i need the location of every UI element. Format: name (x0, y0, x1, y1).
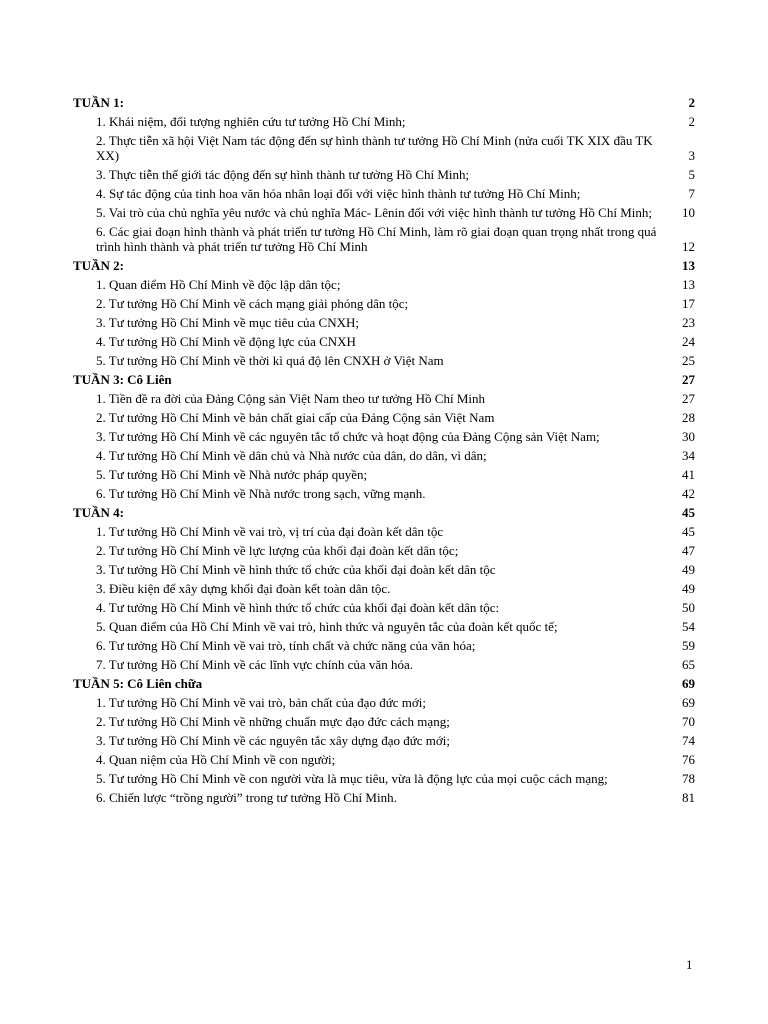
toc-entry[interactable] (73, 543, 695, 558)
toc-entry[interactable] (73, 714, 695, 729)
toc-entry[interactable] (73, 771, 695, 786)
toc-page-number: 70 (682, 714, 695, 729)
toc-entry[interactable] (73, 114, 695, 129)
toc-entry[interactable] (73, 167, 695, 182)
toc-page-number: 69 (682, 676, 695, 691)
toc-entry[interactable] (73, 486, 695, 501)
toc-page-number: 76 (682, 752, 695, 767)
toc-entry-text: 5. Tư tưởng Hồ Chí Minh về con người vừa là mục tiêu, vừa là động lực của mọi cuộc cách mạng; (96, 771, 608, 786)
toc-page-number: 17 (682, 296, 695, 311)
toc-page-number: 7 (688, 186, 695, 201)
toc-entry[interactable] (73, 186, 695, 201)
toc-heading[interactable] (73, 676, 695, 691)
toc-heading-text: TUẦN 4: (73, 505, 124, 520)
table-of-contents (73, 95, 695, 809)
toc-entry[interactable] (73, 695, 695, 710)
toc-entry[interactable] (73, 334, 695, 349)
toc-entry[interactable] (73, 410, 695, 425)
toc-page-number: 24 (682, 334, 695, 349)
toc-entry-text: 1. Tiền đề ra đời của Đảng Cộng sản Việt Nam theo tư tưởng Hồ Chí Minh (96, 391, 485, 406)
toc-entry[interactable] (73, 467, 695, 482)
toc-entry-text: 2. Thực tiễn xã hội Việt Nam tác động đến sự hình thành tư tưởng Hồ Chí Minh (nửa cuối TK XIX đầu TK XX) (96, 133, 653, 163)
toc-entry-text: 4. Tư tưởng Hồ Chí Minh về dân chủ và Nhà nước của dân, do dân, vì dân; (96, 448, 487, 463)
toc-entry-text: 5. Tư tưởng Hồ Chí Minh về thời kì quá độ lên CNXH ở Việt Nam (96, 353, 444, 368)
toc-page-number: 50 (682, 600, 695, 615)
toc-entry-text: 2. Tư tưởng Hồ Chí Minh về cách mạng giải phóng dân tộc; (96, 296, 409, 311)
toc-entry-text: 1. Tư tưởng Hồ Chí Minh về vai trò, vị trí của đại đoàn kết dân tộc (96, 524, 444, 539)
toc-page-number: 27 (682, 372, 695, 387)
toc-page-number: 34 (682, 448, 695, 463)
toc-page-number: 28 (682, 410, 695, 425)
toc-page-number: 30 (682, 429, 695, 444)
toc-entry-text: 3. Tư tưởng Hồ Chí Minh về các nguyên tắc xây dựng đạo đức mới; (96, 733, 450, 748)
toc-entry-text: 3. Điều kiện để xây dựng khối đại đoàn kết toàn dân tộc. (96, 581, 391, 596)
toc-entry-text: 5. Tư tưởng Hồ Chí Minh về Nhà nước pháp quyền; (96, 467, 368, 482)
toc-page-number: 81 (682, 790, 695, 805)
toc-entry[interactable] (73, 277, 695, 292)
toc-entry[interactable] (73, 524, 695, 539)
toc-entry-text: 3. Tư tưởng Hồ Chí Minh về mục tiêu của CNXH; (96, 315, 360, 330)
toc-page-number: 25 (682, 353, 695, 368)
toc-entry[interactable] (73, 562, 695, 577)
toc-page-number: 13 (682, 258, 695, 273)
toc-entry[interactable] (73, 224, 695, 254)
toc-entry-text: 4. Tư tưởng Hồ Chí Minh về hình thức tổ chức của khối đại đoàn kết dân tộc: (96, 600, 500, 615)
toc-page-number: 41 (682, 467, 695, 482)
toc-entry-text: 4. Quan niệm của Hồ Chí Minh về con người; (96, 752, 336, 767)
toc-page-number: 27 (682, 391, 695, 406)
toc-entry-text: 6. Các giai đoạn hình thành và phát triển tư tưởng Hồ Chí Minh, làm rõ giai đoạn quan trọng nhất trong quá trình hình thành và phát triển tư tưởng Hồ Chí Minh (96, 224, 657, 254)
toc-page-number: 45 (682, 505, 695, 520)
toc-entry-text: 2. Tư tưởng Hồ Chí Minh về lực lượng của khối đại đoàn kết dân tộc; (96, 543, 459, 558)
toc-page-number: 74 (682, 733, 695, 748)
toc-entry-text: 4. Tư tưởng Hồ Chí Minh về động lực của CNXH (96, 334, 356, 349)
toc-entry-text: 3. Thực tiễn thế giới tác động đến sự hình thành tư tưởng Hồ Chí Minh; (96, 167, 470, 182)
toc-entry-text: 3. Tư tưởng Hồ Chí Minh về hình thức tổ chức của khối đại đoàn kết dân tộc (96, 562, 496, 577)
toc-page-number: 47 (682, 543, 695, 558)
toc-page-number: 59 (682, 638, 695, 653)
toc-page-number: 42 (682, 486, 695, 501)
toc-entry-text: 5. Vai trò của chủ nghĩa yêu nước và chủ nghĩa Mác- Lênin đối với việc hình thành tư tưởng Hồ Chí Minh; (96, 205, 652, 220)
toc-entry[interactable] (73, 391, 695, 406)
toc-page-number: 49 (682, 562, 695, 577)
toc-heading-text: TUẦN 3: Cô Liên (73, 372, 172, 387)
toc-heading[interactable] (73, 372, 695, 387)
toc-page-number: 54 (682, 619, 695, 634)
toc-entry-text: 6. Tư tưởng Hồ Chí Minh về vai trò, tính chất và chức năng của văn hóa; (96, 638, 476, 653)
toc-page-number: 3 (688, 148, 695, 163)
toc-entry-text: 6. Chiến lược “trồng người” trong tư tưởng Hồ Chí Minh. (96, 790, 397, 805)
toc-entry[interactable] (73, 600, 695, 615)
toc-entry-text: 1. Quan điểm Hồ Chí Minh về độc lập dân tộc; (96, 277, 341, 292)
toc-heading-text: TUẦN 5: Cô Liên chữa (73, 676, 203, 691)
toc-entry-text: 7. Tư tưởng Hồ Chí Minh về các lĩnh vực chính của văn hóa. (96, 657, 413, 672)
toc-entry[interactable] (73, 581, 695, 596)
toc-entry-text: 4. Sự tác động của tinh hoa văn hóa nhân loại đối với việc hình thành tư tưởng Hồ Chí Minh; (96, 186, 581, 201)
toc-heading[interactable] (73, 505, 695, 520)
toc-page-number: 23 (682, 315, 695, 330)
toc-entry-text: 2. Tư tưởng Hồ Chí Minh về những chuẩn mực đạo đức cách mạng; (96, 714, 450, 729)
toc-entry[interactable] (73, 353, 695, 368)
toc-entry[interactable] (73, 638, 695, 653)
toc-entry[interactable] (73, 752, 695, 767)
toc-entry-text: 6. Tư tưởng Hồ Chí Minh về Nhà nước trong sạch, vững mạnh. (96, 486, 426, 501)
toc-heading-text: TUẦN 2: (73, 258, 124, 273)
toc-entry-text: 1. Tư tưởng Hồ Chí Minh về vai trò, bản chất của đạo đức mới; (96, 695, 426, 710)
toc-page-number: 49 (682, 581, 695, 596)
toc-entry-text: 5. Quan điểm của Hồ Chí Minh về vai trò, hình thức và nguyên tắc của đoàn kết quốc tế; (96, 619, 558, 634)
toc-entry[interactable] (73, 733, 695, 748)
toc-entry-text: 1. Khái niệm, đối tượng nghiên cứu tư tưởng Hồ Chí Minh; (96, 114, 406, 129)
toc-entry[interactable] (73, 296, 695, 311)
toc-entry[interactable] (73, 205, 695, 220)
toc-page-number: 65 (682, 657, 695, 672)
toc-page-number: 45 (682, 524, 695, 539)
toc-page-number: 2 (688, 114, 695, 129)
toc-entry[interactable] (73, 790, 695, 805)
toc-entry-text: 2. Tư tưởng Hồ Chí Minh về bản chất giai cấp của Đảng Cộng sản Việt Nam (96, 410, 495, 425)
toc-page-number: 13 (682, 277, 695, 292)
toc-page-number: 2 (688, 95, 695, 110)
toc-entry[interactable] (73, 315, 695, 330)
toc-page-number: 69 (682, 695, 695, 710)
toc-page-number: 5 (688, 167, 695, 182)
toc-page-number: 78 (682, 771, 695, 786)
toc-entry-text: 3. Tư tưởng Hồ Chí Minh về các nguyên tắc tổ chức và hoạt động của Đảng Cộng sản Việt Nam; (96, 429, 600, 444)
toc-entry[interactable] (73, 448, 695, 463)
toc-page-number: 10 (682, 205, 695, 220)
toc-entry[interactable] (73, 657, 695, 672)
toc-heading[interactable] (73, 258, 695, 273)
toc-entry[interactable] (73, 429, 695, 444)
toc-heading-text: TUẦN 1: (73, 95, 124, 110)
toc-page-number: 12 (682, 239, 695, 254)
toc-entry[interactable] (73, 619, 695, 634)
page-number: 1 (686, 957, 693, 972)
toc-heading[interactable] (73, 95, 695, 110)
toc-entry[interactable] (73, 133, 695, 163)
